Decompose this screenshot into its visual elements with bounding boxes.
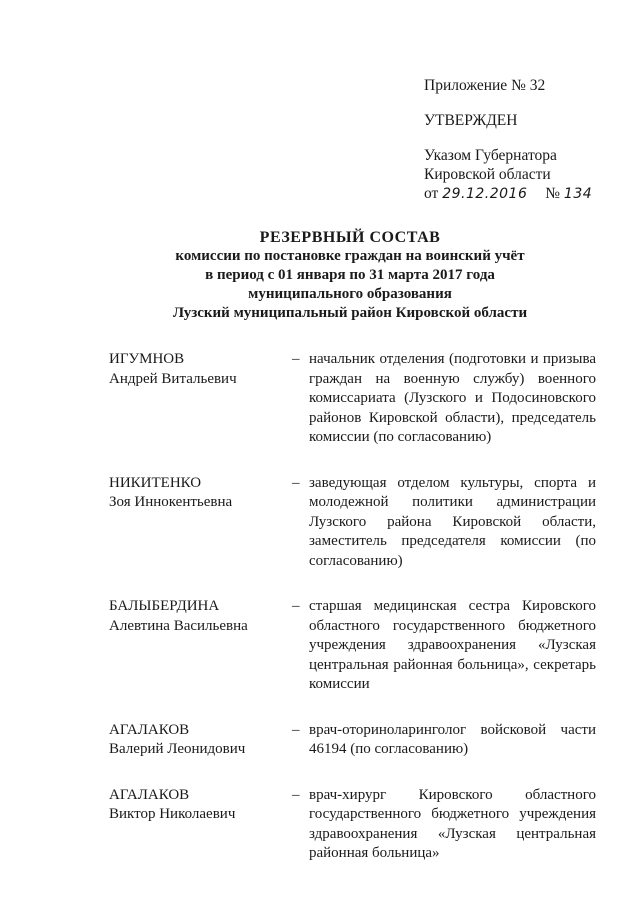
member-dash: – <box>292 721 300 738</box>
approved-label: УТВЕРЖДЕН <box>424 112 518 129</box>
member-entry <box>109 350 596 448</box>
title-main: РЕЗЕРВНЫЙ СОСТАВ <box>259 229 441 246</box>
member-dash: – <box>292 598 300 614</box>
member-name <box>109 786 284 825</box>
member-role: начальник отделения (подготовки и призыва граждан на военную службу) военного комиссариата (Лузского и Подосиновского районов Кировской области), председатель комиссии (по согласованию) <box>309 351 596 445</box>
approval-stamp-block <box>424 76 592 204</box>
member-given-name: Андрей Витальевич <box>109 370 237 387</box>
member-entry <box>109 786 596 864</box>
member-surname: АГАЛАКОВ <box>109 721 190 738</box>
member-role: врач-оториноларинголог войсковой части 46194 (по согласованию) <box>309 721 596 757</box>
member-entry <box>109 474 596 572</box>
member-name <box>109 474 284 513</box>
decree-line-2: Кировской области <box>424 166 551 183</box>
title-line-3: в период с 01 января по 31 марта 2017 года <box>205 267 495 283</box>
member-surname: ИГУМНОВ <box>109 351 185 367</box>
member-dash: – <box>292 786 300 803</box>
member-name <box>109 597 284 636</box>
member-surname: НИКИТЕНКО <box>109 474 202 491</box>
member-surname: АГАЛАКОВ <box>109 786 190 803</box>
date-prefix: от <box>424 185 439 202</box>
member-name <box>109 721 284 760</box>
title-line-5: Лузский муниципальный район Кировской области <box>172 305 528 321</box>
member-dash: – <box>292 351 300 367</box>
title-line-4: муниципального образования <box>248 286 452 302</box>
member-role: старшая медицинская сестра Кировского областного государственного бюджетного учреждения здравоохранения «Лузская центральная районная больница», секретарь комиссии <box>309 598 596 692</box>
handwritten-number: 134 <box>563 186 593 202</box>
member-entry <box>109 597 596 695</box>
number-prefix: № <box>545 185 561 202</box>
member-role: заведующая отделом культуры, спорта и молодежной политики администрации Лузского района Кировской области, заместитель председателя комиссии (по согласованию) <box>309 474 596 569</box>
member-surname: БАЛЫБЕРДИНА <box>109 598 220 614</box>
members-list <box>109 350 596 890</box>
member-role: врач-хирург Кировского областного государственного бюджетного учреждения здравоохранения «Лузская центральная районная больница» <box>309 786 596 861</box>
title-line-2: комиссии по постановке граждан на воинский учёт <box>175 248 525 264</box>
decree-date-line <box>424 184 592 204</box>
member-entry <box>109 721 596 760</box>
decree-line-1: Указом Губернатора <box>424 147 557 164</box>
member-given-name: Зоя Иннокентьевна <box>109 494 233 510</box>
member-given-name: Валерий Леонидович <box>109 741 246 757</box>
handwritten-date: 29.12.2016 <box>442 186 528 202</box>
appendix-number: Приложение № 32 <box>424 77 546 94</box>
document-title <box>110 228 590 323</box>
member-dash: – <box>292 474 300 491</box>
member-given-name: Алевтина Васильевна <box>109 617 248 634</box>
member-name <box>109 350 284 389</box>
member-given-name: Виктор Николаевич <box>109 806 236 822</box>
